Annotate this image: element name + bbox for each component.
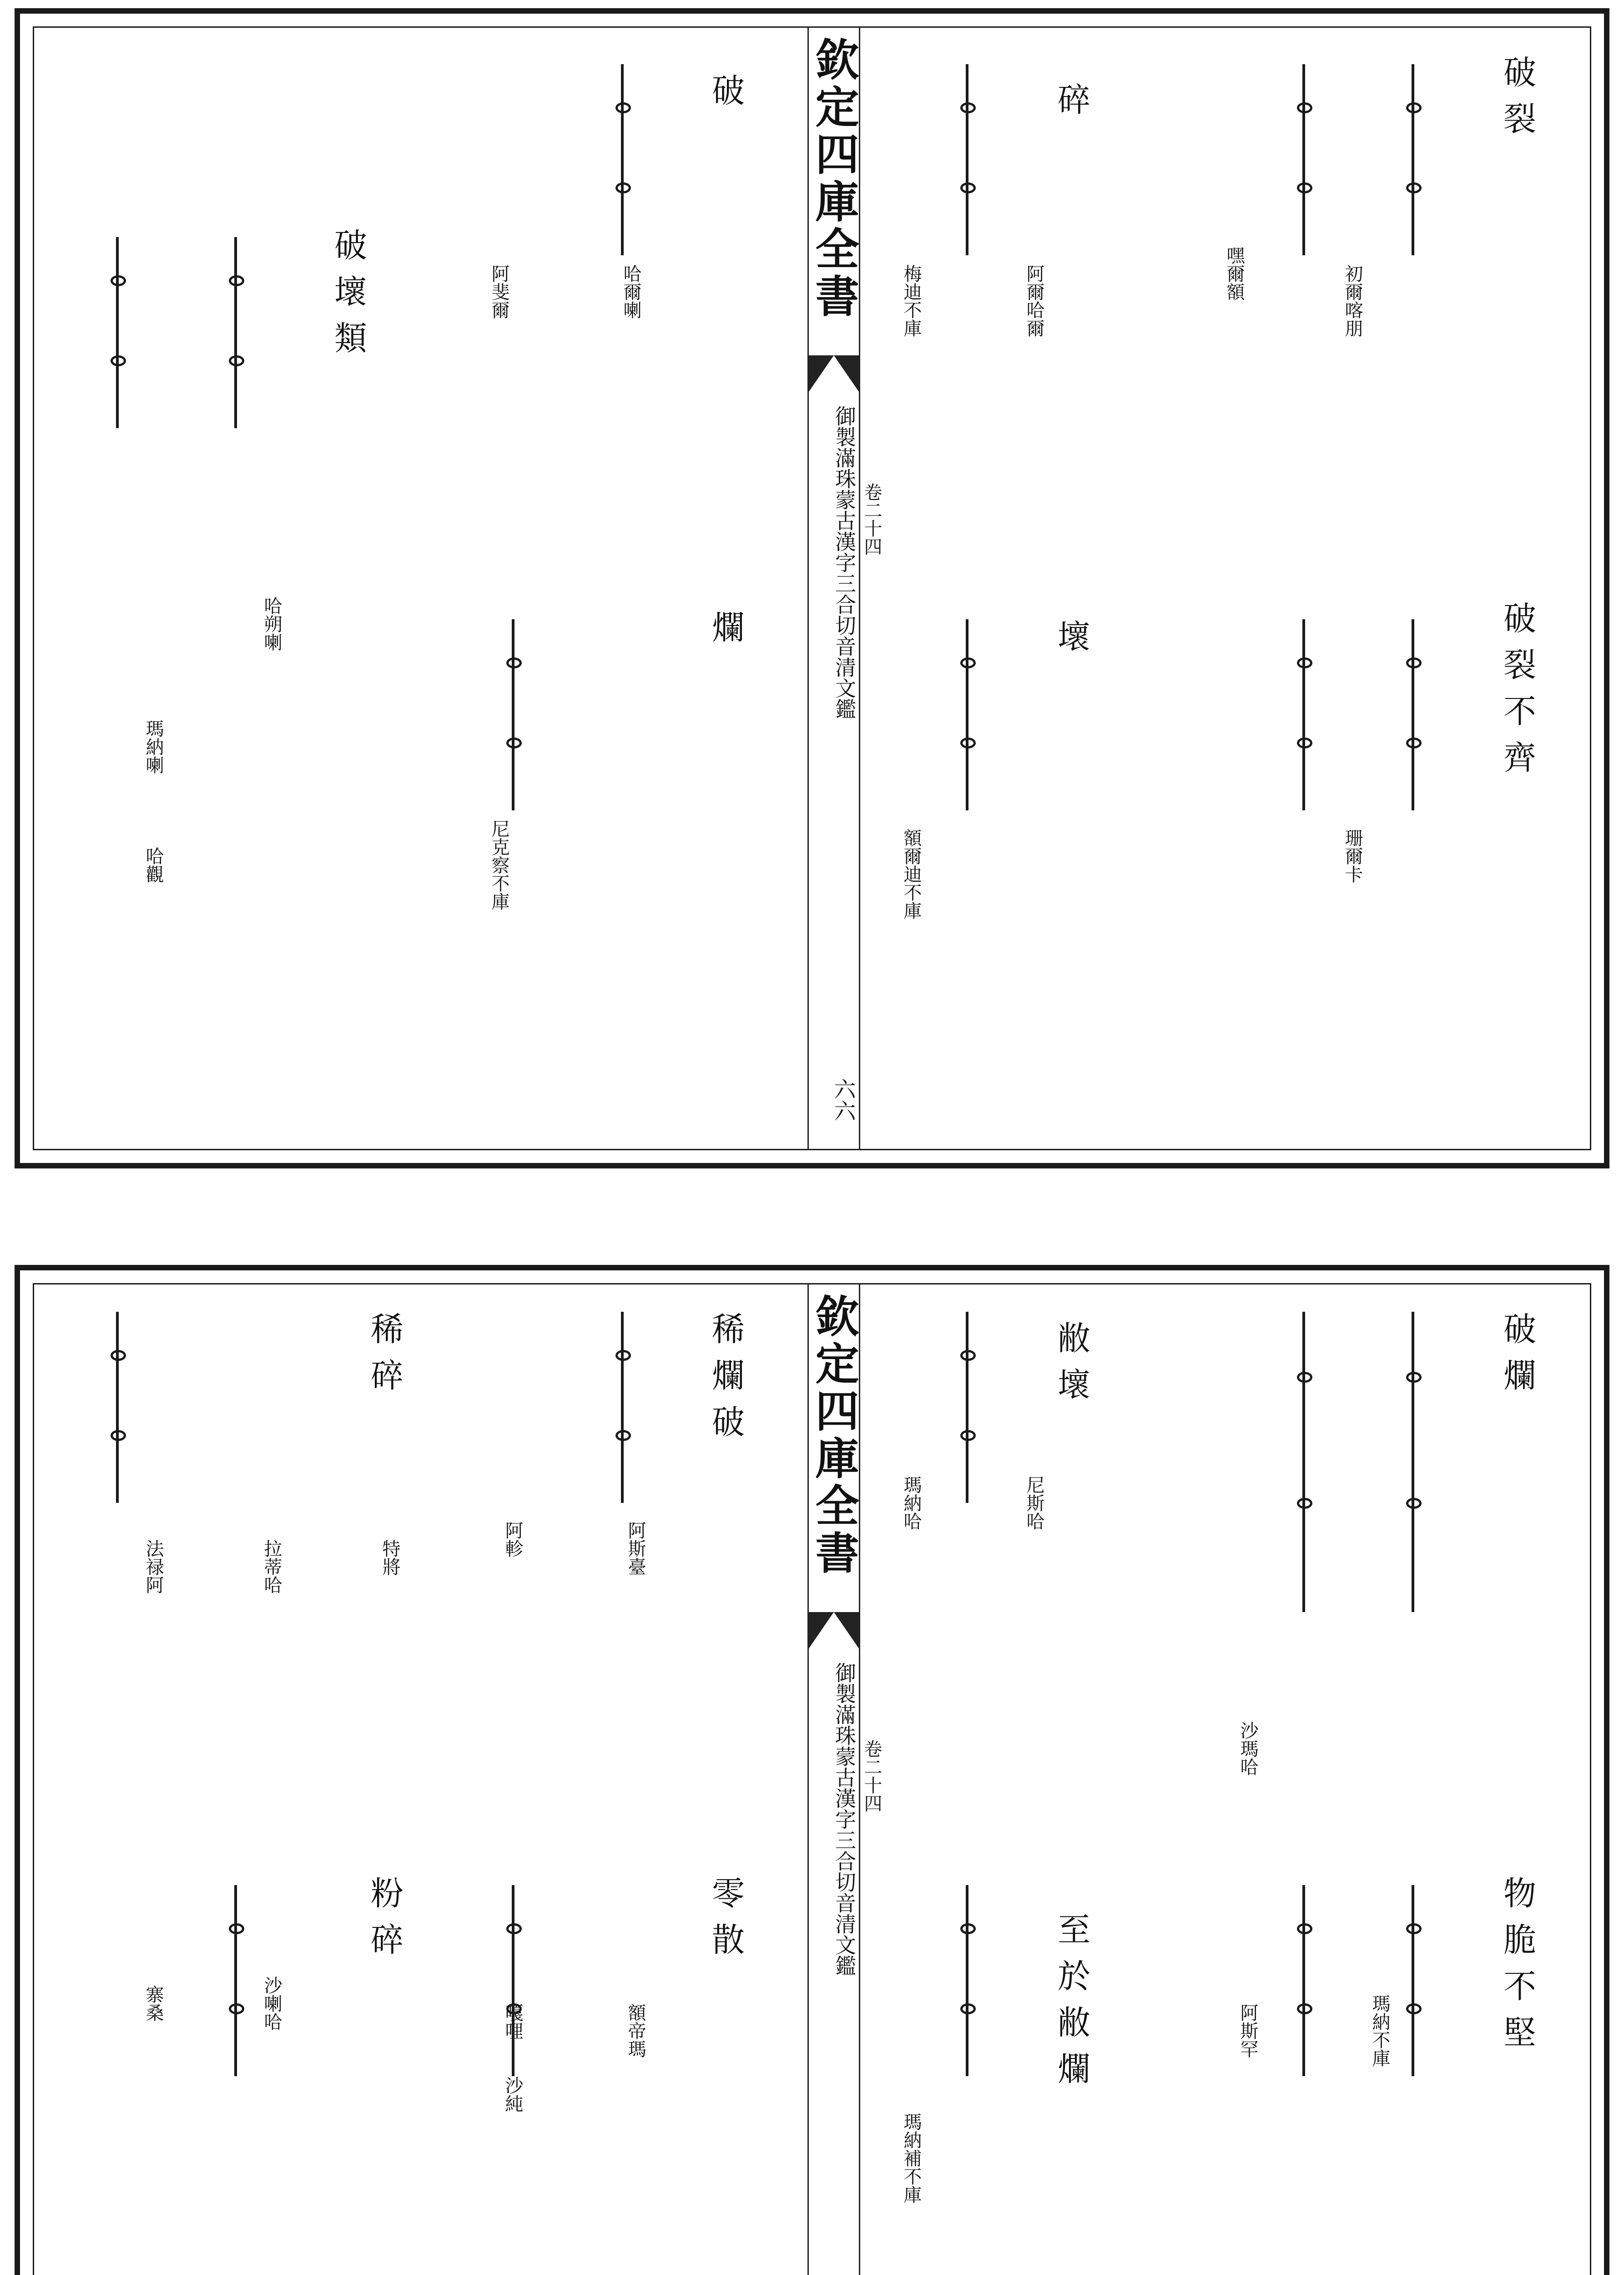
headword: 粉碎 (365, 1876, 403, 1969)
manchu-script (1412, 619, 1426, 810)
page-frame (33, 26, 1591, 1150)
gloss: 哈朔喇 (261, 597, 282, 651)
gloss: 阿斯罕 (1237, 2003, 1258, 2058)
gloss: 阿爾哈爾 (1024, 264, 1044, 337)
headword: 壞 (1052, 619, 1090, 666)
headword: 稀爛破 (706, 1312, 745, 1451)
manchu-script (1302, 1312, 1317, 1612)
gloss: 沙瑪哈 (1237, 1721, 1258, 1776)
gloss: 嘿爾額 (1224, 246, 1245, 301)
manchu-script (966, 64, 980, 255)
fish-tail-mark (809, 355, 859, 392)
spine (807, 28, 882, 1149)
headword: 碎 (1052, 82, 1090, 129)
gloss: 珊爾卡 (1342, 829, 1363, 883)
gloss: 阿斯臺 (625, 1521, 646, 1576)
headword: 破裂不齊 (1498, 601, 1536, 787)
bottom-page (15, 1265, 1609, 2275)
headword: 物脆不堅 (1498, 1876, 1536, 2062)
gloss: 阿軫 (502, 1521, 523, 1557)
page-frame (33, 1283, 1591, 2275)
gloss: 特將 (379, 1539, 400, 1576)
gloss: 額帝瑪 (625, 2003, 646, 2058)
gloss: 尼克察不庫 (489, 819, 509, 910)
manchu-script (1412, 64, 1426, 255)
gloss: 阿斐爾 (489, 264, 509, 319)
gloss: 嘎哩 (502, 2003, 523, 2040)
manchu-script (1302, 64, 1317, 255)
manchu-script (116, 237, 131, 428)
headword: 敝壞 (1052, 1321, 1090, 1414)
top-page (15, 8, 1609, 1168)
spine-title: 欽定四庫全書 (808, 1294, 860, 1577)
manchu-script (966, 619, 980, 810)
headword: 破 (706, 73, 745, 120)
gloss: 瑪納哈 (901, 1476, 922, 1530)
gloss: 初爾喀朋 (1342, 264, 1363, 337)
spine-subtitle: 御製滿珠蒙古漢字三合切音清文鑑 (832, 1662, 857, 1976)
gloss: 尼斯哈 (1024, 1476, 1044, 1530)
manchu-script (1412, 1885, 1426, 2076)
manchu-script (512, 619, 526, 810)
gloss: 額爾迪不庫 (901, 829, 922, 920)
gloss: 哈爾喇 (620, 264, 641, 319)
folio-number: 六六 (830, 1078, 856, 1122)
manchu-script (621, 1312, 635, 1503)
manchu-script (512, 1885, 526, 2076)
spine-juan: 卷二十四 (861, 1739, 882, 1812)
headword: 零散 (706, 1876, 745, 1969)
manchu-script (234, 237, 249, 428)
gloss: 瑪納喇 (143, 719, 164, 774)
headword: 破裂 (1498, 55, 1536, 148)
manchu-script (966, 1885, 980, 2076)
headword: 至於敝爛 (1052, 1912, 1090, 2098)
headword: 爛 (706, 610, 745, 657)
fish-tail-mark (809, 1612, 859, 1648)
headword: 稀碎 (365, 1312, 403, 1405)
manchu-script (621, 64, 635, 255)
manchu-script (966, 1312, 980, 1503)
gloss: 拉蒂哈 (261, 1539, 282, 1594)
gloss: 沙純 (502, 2076, 523, 2113)
gloss: 瑪納補不庫 (901, 2113, 922, 2204)
spine-title: 欽定四庫全書 (808, 37, 860, 321)
manchu-script (234, 1885, 249, 2076)
spine-juan: 卷二十四 (861, 483, 882, 556)
gloss: 寨桑 (143, 1985, 164, 2022)
gloss: 瑪納不庫 (1369, 1994, 1390, 2067)
manchu-script (1302, 619, 1317, 810)
gloss: 沙喇哈 (261, 1976, 282, 2031)
manchu-script (1412, 1312, 1426, 1612)
gloss: 法禄阿 (143, 1539, 164, 1594)
spine (807, 1284, 882, 2275)
gloss: 哈觀 (143, 847, 164, 883)
gloss: 梅迪不庫 (901, 264, 922, 337)
spine-subtitle: 御製滿珠蒙古漢字三合切音清文鑑 (832, 405, 857, 719)
manchu-script (116, 1312, 131, 1503)
headword: 破爛 (1498, 1312, 1536, 1405)
headword: 破壞類 (329, 228, 367, 367)
manchu-script (1302, 1885, 1317, 2076)
